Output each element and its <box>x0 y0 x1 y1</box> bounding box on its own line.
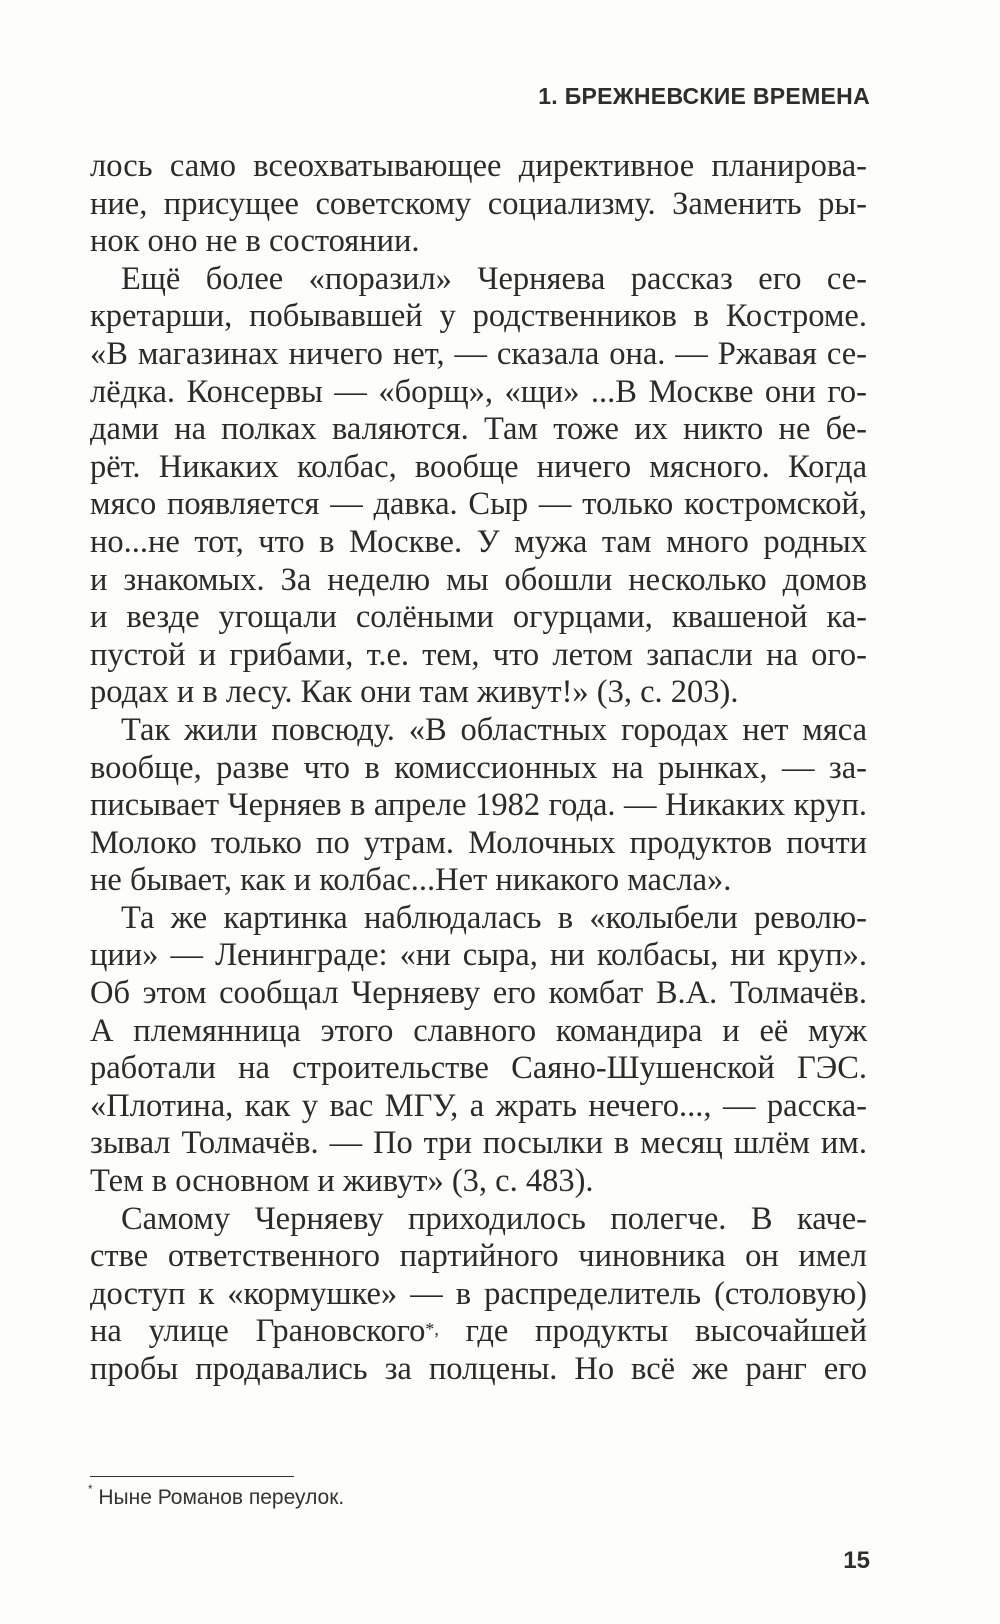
text-line: не бывает, как и колбас...Нет никакого масла». <box>90 862 732 899</box>
text-line: зывал Толмачёв. — По три посылки в месяц шлём им. <box>90 1125 867 1162</box>
text-fragment: на улице Грановского <box>90 1313 426 1350</box>
text-line: пробы продавались за полцены. Но всё же ранг его <box>90 1351 867 1387</box>
text-line: родах и в лесу. Как они там живут!» (3, с. 203). <box>90 674 739 711</box>
text-line: работали на строительстве Саяно-Шушенской ГЭС. <box>90 1050 867 1087</box>
text-line: пустой и грибами, т.е. тем, что летом запасли на ого- <box>90 636 867 673</box>
text-line: Об этом сообщал Черняеву его комбат В.А. Толмачёв. <box>90 975 867 1012</box>
text-line: дами на полках валяются. Там тоже их никто не бе- <box>90 411 867 448</box>
footnote <box>88 1486 344 1510</box>
running-head: 1. БРЕЖНЕВСКИЕ ВРЕМЕНА <box>538 83 870 109</box>
body-text <box>90 148 867 1389</box>
text-line: Молоко только по утрам. Молочных продуктов почти <box>90 824 867 861</box>
text-line: вообще, разве что в комиссионных на рынках, — за- <box>90 749 867 786</box>
text-line: стве ответственного партийного чиновника он имел <box>90 1238 867 1275</box>
text-line: рёт. Никаких колбас, вообще ничего мясного. Когда <box>90 448 867 485</box>
text-line: писывает Черняев в апреле 1982 года. — Никаких круп. <box>90 787 867 824</box>
footnote-text: Ныне Романов переулок. <box>98 1486 345 1509</box>
text-line: кретарши, побывавшей у родственников в Костроме. <box>90 298 867 335</box>
text-line: «Плотина, как у вас МГУ, а жрать нечего..., — расска- <box>90 1087 867 1124</box>
text-line: «В магазинах ничего нет, — сказала она. — Ржавая се- <box>90 335 867 372</box>
text-line: ние, присущее советскому социализму. Заменить ры- <box>90 185 867 222</box>
text-line: доступ к «кормушке» — в распределитель (столовую) <box>90 1275 867 1312</box>
page-number: 15 <box>843 1547 870 1574</box>
text-line: но...не тот, что в Москве. У мужа там много родных <box>90 523 867 560</box>
footnote-reference: *, <box>425 1318 439 1339</box>
text-line: Та же картинка наблюдалась в «колыбели револю- <box>121 899 867 936</box>
text-line: ции» — Ленинграде: «ни сыра, ни колбасы, ни круп». <box>90 937 867 974</box>
text-line: Тем в основном и живут» (3, с. 483). <box>90 1163 594 1200</box>
text-line: Так жили повсюду. «В областных городах нет мяса <box>121 711 867 748</box>
text-line: лёдка. Консервы — «борщ», «щи» ...В Москве они го- <box>90 373 867 410</box>
text-line: нок оно не в состоянии. <box>90 223 420 260</box>
text-line: А племянница этого славного командира и её муж <box>90 1012 867 1049</box>
text-line: и знакомых. За неделю мы обошли несколько домов <box>90 561 867 598</box>
text-line: Самому Черняеву приходилось полегче. В каче- <box>121 1200 867 1237</box>
text-line: лось само всеохватывающее директивное планирова- <box>90 148 867 184</box>
text-line-with-footnote <box>90 1313 867 1351</box>
footnote-marker: * <box>88 1484 93 1497</box>
footnote-rule <box>90 1476 294 1477</box>
text-line: Ещё более «поразил» Черняева рассказ его се- <box>121 260 867 297</box>
text-line: и везде угощали солёными огурцами, квашеной ка- <box>90 599 867 636</box>
text-fragment: где продукты высочайшей <box>465 1313 867 1350</box>
text-line: мясо появляется — давка. Сыр — только костромской, <box>90 486 867 523</box>
